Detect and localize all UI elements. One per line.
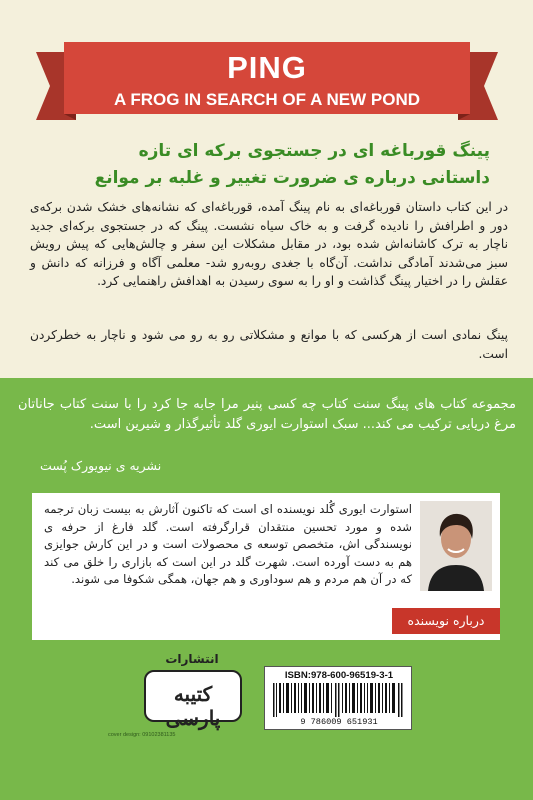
review-quote: مجموعه کتاب های پینگ سنت کتاب چه کسی پنیر مرا جابه جا کرد را با سنت کتاب جاناتان مرغ دریایی ترکیب می کند... سبک استوارت ایوری گلد تأثیرگذار و شیرین است.	[18, 397, 516, 432]
barcode-number: 9 786009 651931	[300, 717, 378, 727]
publisher-block	[136, 652, 248, 730]
author-bio: استوارت ایوری گُلد نویسنده ای است که تاکنون آثارش به بیست زبان ترجمه شده و مورد تحسین منتقدان قرارگرفته است. گلد فارغ از حرفه ی نویسندگی اش، متخصص توسعه ی محصولات است و در این کارش جوایزی هم به دست آورده است. شهرت گلد در این است که بازاری را خلق می کند که در آن هم مردم و هم سوداوری و هم جهان، همگی شکوفا می شوند.	[44, 502, 412, 587]
description-paragraph-2: پینگ نمادی است از هرکسی که با موانع و مشکلاتی رو به رو می شود و ناچار به خطرکردن است.	[30, 328, 508, 361]
isbn-barcode	[264, 666, 412, 730]
publisher-label: انتشارات	[165, 652, 219, 666]
isbn-text: ISBN:978-600-96519-3-1	[284, 670, 394, 681]
review-source: نشریه ی نیویورک پُست	[40, 458, 162, 473]
publisher-logo-text: کتیبه پارسی	[165, 682, 221, 730]
author-photo	[420, 501, 492, 591]
persian-subtitle-line-2: داستانی درباره ی ضرورت تغییر و غلبه بر موانع	[94, 168, 490, 188]
designer-credit: cover design: 09102381135	[108, 732, 176, 738]
book-title: PING	[227, 50, 307, 85]
about-author-tag: درباره نویسنده	[392, 608, 500, 634]
barcode-bars	[273, 683, 405, 717]
description-paragraph-1: در این کتاب داستان قورباغه‌ای به نام پینگ آمده، قورباغه‌ای که نشانه‌های خشک شدن برکه‌ی دور و اطرافش را نادیده گرفت و به خاک سیاه نشست. پینگ که در جستجوی برکه‌ای جدید ناچار به ترک کاشانه‌اش شده بود، در مقابل مشکلات این سفر و چالش‌هایی که پیش رویش سبز می‌شدند آمادگی نداشت. آن‌گاه با جغدی روبه‌رو شد- معلمی آگاه و فرزانه که دانش و عقلش را در اختیار پینگ گذاشت و او را به سوی رسیدن به اهدافش راهنمایی کرد.	[30, 200, 508, 289]
publisher-logo	[144, 670, 242, 730]
title-ribbon-banner	[36, 40, 498, 126]
persian-subtitle-line-1: پینگ قورباغه ای در جستجوی برکه ای تازه	[138, 141, 490, 161]
book-subtitle-english: A FROG IN SEARCH OF A NEW POND	[114, 90, 420, 109]
